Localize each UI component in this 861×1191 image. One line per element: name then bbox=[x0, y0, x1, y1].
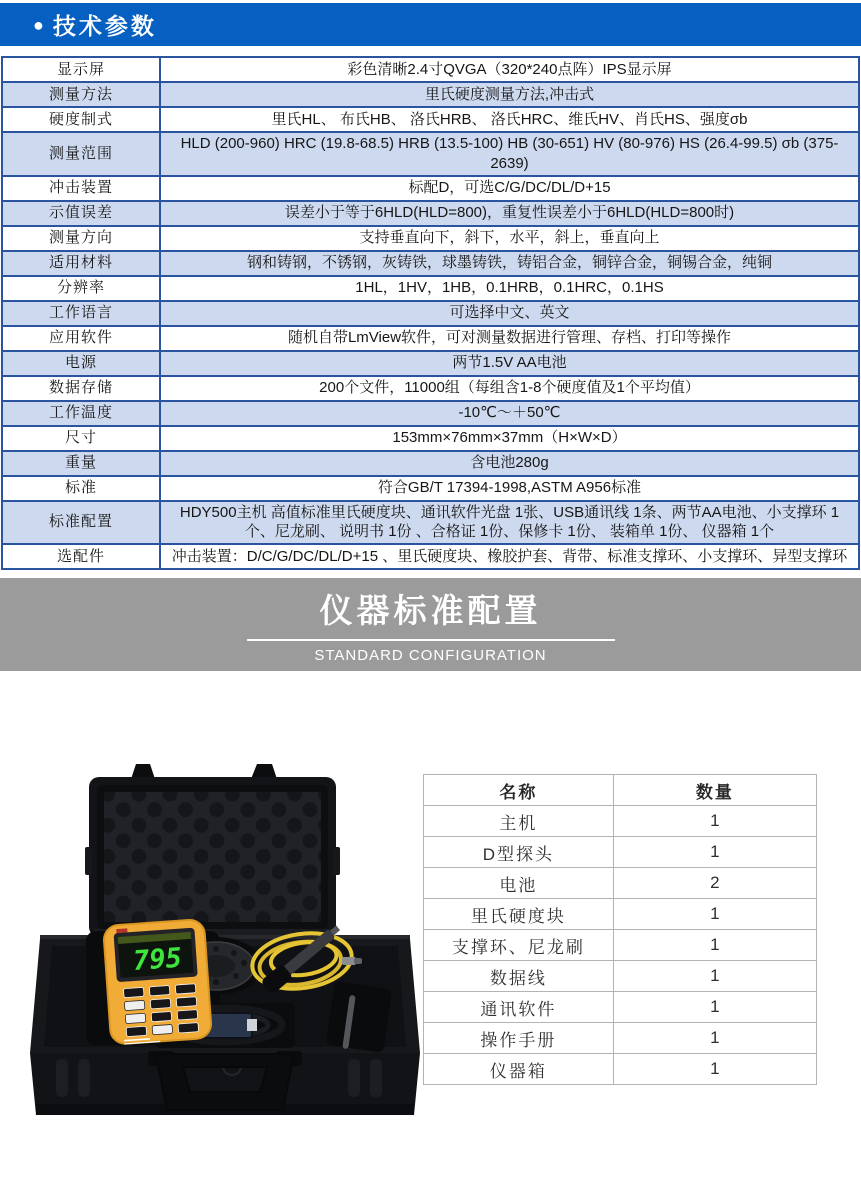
case-latch-left bbox=[131, 764, 155, 779]
spec-value: 符合GB/T 17394-1998,ASTM A956标准 bbox=[160, 476, 859, 501]
spec-label: 测量方法 bbox=[2, 82, 160, 107]
spec-row bbox=[2, 476, 859, 501]
config-table-body bbox=[424, 775, 817, 1085]
spec-label: 重量 bbox=[2, 451, 160, 476]
banner-subtitle: STANDARD CONFIGURATION bbox=[314, 647, 547, 665]
spec-value: HLD (200-960) HRC (19.8-68.5) HRB (13.5-100) HB (30-651) HV (80-976) HS (26.4-99.5) σb (375-2639) bbox=[160, 132, 859, 176]
hardness-tester-device bbox=[103, 919, 212, 1045]
spec-value: 钢和铸钢，不锈钢，灰铸铁，球墨铸铁，铸铝合金，铜锌合金，铜锡合金，纯铜 bbox=[160, 251, 859, 276]
config-item-name: 电池 bbox=[424, 868, 614, 899]
spec-label: 显示屏 bbox=[2, 57, 160, 82]
spec-row bbox=[2, 451, 859, 476]
config-header-row bbox=[424, 775, 817, 806]
section-header bbox=[0, 3, 861, 46]
spec-label: 硬度制式 bbox=[2, 107, 160, 132]
case-front bbox=[30, 1051, 420, 1115]
spec-row bbox=[2, 201, 859, 226]
spec-row bbox=[2, 401, 859, 426]
spec-value: 1HL，1HV，1HB，0.1HRB，0.1HRC，0.1HS bbox=[160, 276, 859, 301]
config-item-qty: 1 bbox=[613, 1054, 816, 1085]
spec-row bbox=[2, 57, 859, 82]
case-latch-right bbox=[251, 764, 277, 779]
config-item-qty: 1 bbox=[613, 1023, 816, 1054]
spec-row bbox=[2, 351, 859, 376]
spec-row bbox=[2, 107, 859, 132]
spec-table-body bbox=[2, 57, 859, 569]
bullet-icon: ● bbox=[33, 14, 44, 35]
config-item-qty: 1 bbox=[613, 961, 816, 992]
spec-row bbox=[2, 176, 859, 201]
config-header-cell: 数量 bbox=[613, 775, 816, 806]
config-header-cell: 名称 bbox=[424, 775, 614, 806]
config-item-name: 数据线 bbox=[424, 961, 614, 992]
spec-value: HDY500主机 高值标准里氏硬度块、通讯软件光盘 1张、USB通讯线 1条、两节AA电池、小支撑环 1个、尼龙刷、 说明书 1份 、合格证 1份、保修卡 1份、 装箱单 1份、 仪器箱 1个 bbox=[160, 501, 859, 545]
config-item-name: 主机 bbox=[424, 806, 614, 837]
standard-configuration-banner bbox=[0, 578, 861, 671]
config-item-name: 操作手册 bbox=[424, 1023, 614, 1054]
spec-label: 测量方向 bbox=[2, 226, 160, 251]
spec-value: 支持垂直向下，斜下，水平，斜上，垂直向上 bbox=[160, 226, 859, 251]
cable-connector bbox=[342, 957, 356, 965]
spec-value: 随机自带LmView软件，可对测量数据进行管理、存档、打印等操作 bbox=[160, 326, 859, 351]
config-item-qty: 1 bbox=[613, 806, 816, 837]
config-item-qty: 2 bbox=[613, 868, 816, 899]
spec-label: 标准 bbox=[2, 476, 160, 501]
spec-row bbox=[2, 251, 859, 276]
spec-label: 数据存储 bbox=[2, 376, 160, 401]
cable-connector-tip bbox=[354, 958, 362, 964]
spec-value: 200个文件，11000组（每组含1-8个硬度值及1个平均值） bbox=[160, 376, 859, 401]
config-item-qty: 1 bbox=[613, 992, 816, 1023]
config-item-name: 支撑环、尼龙刷 bbox=[424, 930, 614, 961]
spec-label: 工作温度 bbox=[2, 401, 160, 426]
config-row bbox=[424, 992, 817, 1023]
spec-value: 冲击装置：D/C/G/DC/DL/D+15 、里氏硬度块、橡胶护套、背带、标准支撑环、小支撑环、异型支撑环 bbox=[160, 544, 859, 569]
spec-label: 分辨率 bbox=[2, 276, 160, 301]
banner-title: 仪器标准配置 bbox=[319, 592, 542, 630]
page bbox=[0, 3, 861, 1191]
config-row bbox=[424, 1023, 817, 1054]
spec-value: 两节1.5V AA电池 bbox=[160, 351, 859, 376]
spec-value: 标配D，可选C/G/DC/DL/D+15 bbox=[160, 176, 859, 201]
case-lid bbox=[85, 777, 340, 938]
config-item-qty: 1 bbox=[613, 930, 816, 961]
page-title: 技术参数 bbox=[52, 13, 157, 39]
config-item-qty: 1 bbox=[613, 899, 816, 930]
spec-row bbox=[2, 82, 859, 107]
spec-label: 选配件 bbox=[2, 544, 160, 569]
spec-value: 153mm×76mm×37mm（H×W×D） bbox=[160, 426, 859, 451]
instrument-case-photo bbox=[30, 763, 420, 1118]
spec-value: 彩色清晰2.4寸QVGA（320*240点阵）IPS显示屏 bbox=[160, 57, 859, 82]
config-row bbox=[424, 930, 817, 961]
config-table bbox=[423, 774, 817, 1085]
spec-label: 电源 bbox=[2, 351, 160, 376]
bottom-section bbox=[0, 760, 861, 1180]
spec-row bbox=[2, 376, 859, 401]
banner-divider bbox=[247, 639, 615, 641]
config-row bbox=[424, 899, 817, 930]
device-display-value: 795 bbox=[132, 942, 183, 977]
spec-value: 误差小于等于6HLD(HLD=800)，重复性误差小于6HLD(HLD=800时) bbox=[160, 201, 859, 226]
spec-row bbox=[2, 226, 859, 251]
spec-label: 测量范围 bbox=[2, 132, 160, 176]
spec-row bbox=[2, 426, 859, 451]
config-row bbox=[424, 868, 817, 899]
config-row bbox=[424, 837, 817, 868]
spec-value: 里氏硬度测量方法,冲击式 bbox=[160, 82, 859, 107]
spec-row bbox=[2, 276, 859, 301]
spec-row bbox=[2, 132, 859, 176]
config-row bbox=[424, 806, 817, 837]
spec-row bbox=[2, 326, 859, 351]
spec-label: 适用材料 bbox=[2, 251, 160, 276]
spec-label: 示值误差 bbox=[2, 201, 160, 226]
config-row bbox=[424, 961, 817, 992]
spec-label: 标准配置 bbox=[2, 501, 160, 545]
spec-row bbox=[2, 544, 859, 569]
spec-label: 工作语言 bbox=[2, 301, 160, 326]
spec-value: 可选择中文、英文 bbox=[160, 301, 859, 326]
spec-label: 尺寸 bbox=[2, 426, 160, 451]
config-item-name: 通讯软件 bbox=[424, 992, 614, 1023]
config-row bbox=[424, 1054, 817, 1085]
spec-table bbox=[1, 56, 860, 570]
spec-value: 里氏HL、 布氏HB、 洛氏HRB、 洛氏HRC、维氏HV、肖氏HS、强度σb bbox=[160, 107, 859, 132]
config-item-name: 仪器箱 bbox=[424, 1054, 614, 1085]
config-item-qty: 1 bbox=[613, 837, 816, 868]
config-item-name: D型探头 bbox=[424, 837, 614, 868]
spec-label: 应用软件 bbox=[2, 326, 160, 351]
config-item-name: 里氏硬度块 bbox=[424, 899, 614, 930]
spec-row bbox=[2, 501, 859, 545]
spec-label: 冲击装置 bbox=[2, 176, 160, 201]
spec-value: 含电池280g bbox=[160, 451, 859, 476]
spec-value: -10℃～＋50℃ bbox=[160, 401, 859, 426]
spec-row bbox=[2, 301, 859, 326]
